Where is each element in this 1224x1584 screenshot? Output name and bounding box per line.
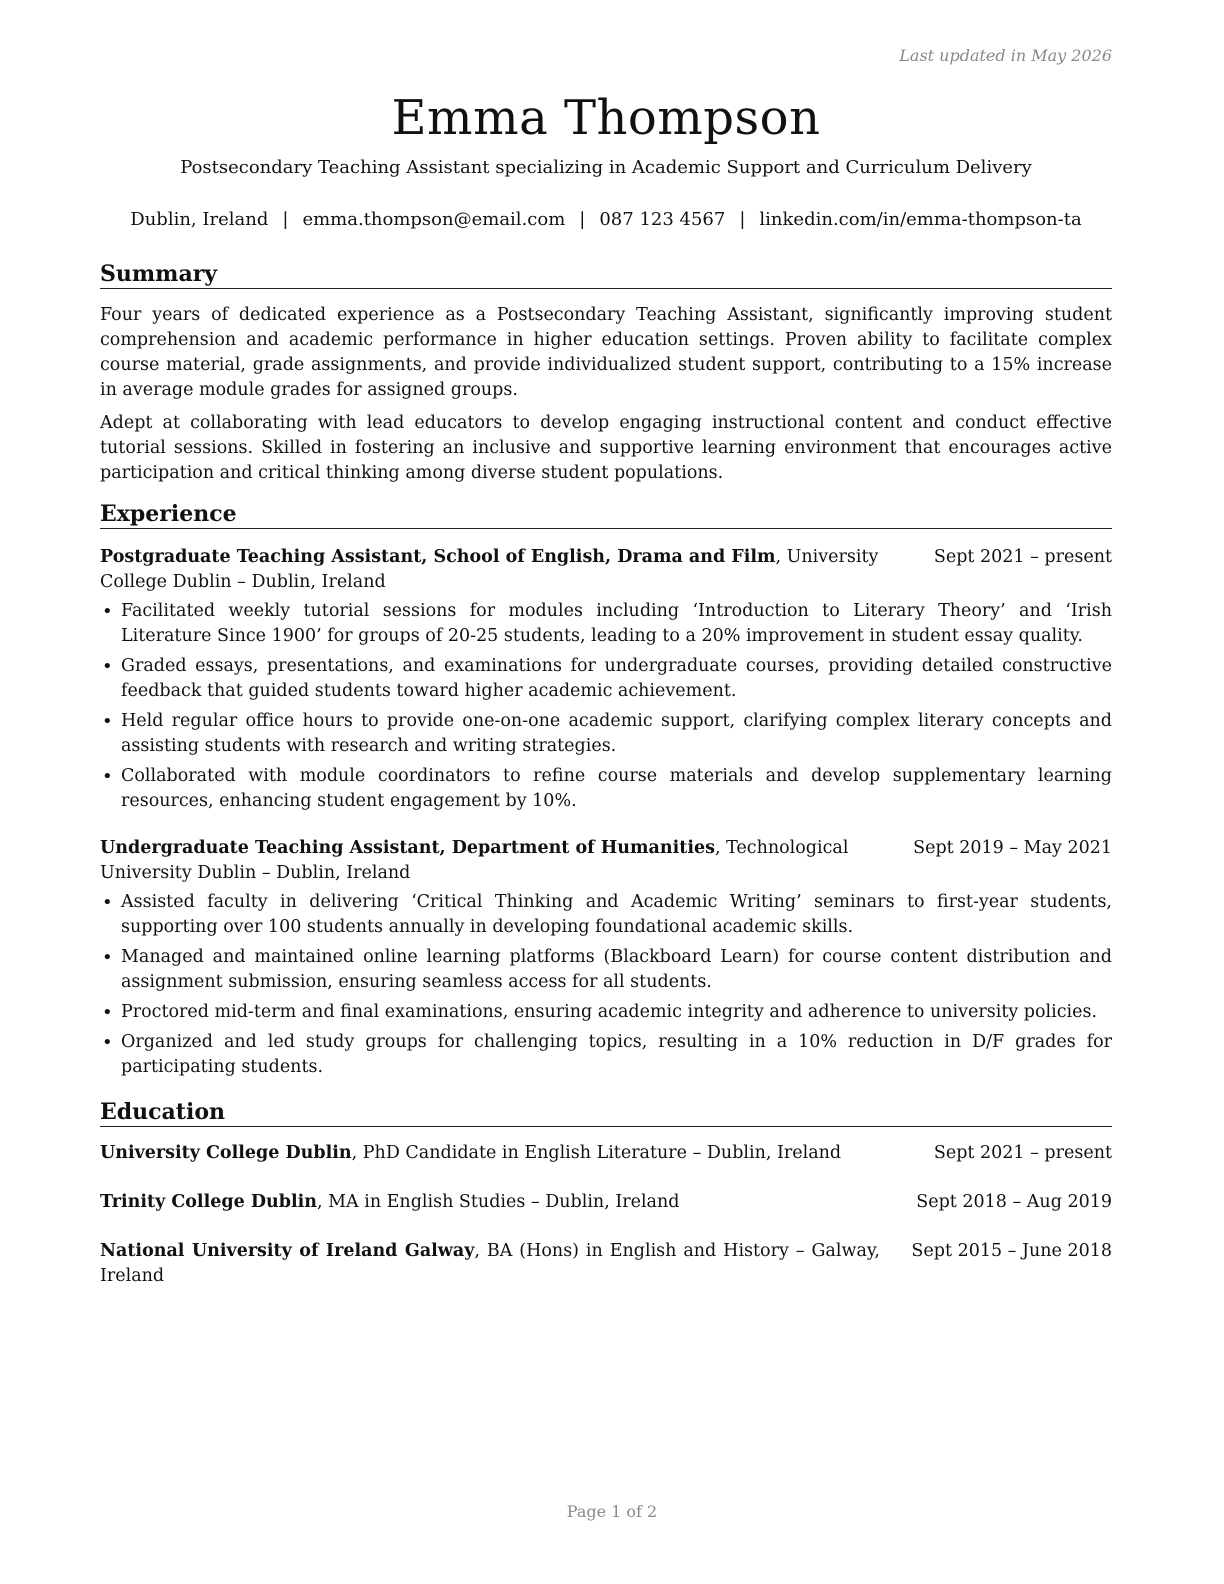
page-number: Page 1 of 2: [566, 1502, 658, 1521]
degree-detail: , BA (Hons) in English and History – Galway, Ireland: [100, 1241, 880, 1286]
job-bullet: • Proctored mid-term and final examinations, ensuring academic integrity and adherence to university policies.: [100, 1000, 1112, 1025]
education-dates: Sept 2015 – June 2018: [911, 1241, 1112, 1261]
job-dates: Sept 2019 – May 2021: [913, 838, 1112, 858]
education-heading: Education: [100, 1098, 1112, 1127]
experience-entry-title: [100, 836, 880, 886]
education-entry-title: [100, 1239, 880, 1289]
summary-section: [100, 260, 1112, 486]
contact-phone: 087 123 4567: [599, 209, 726, 230]
education-entry-title: [100, 1190, 880, 1215]
education-entry: [100, 1141, 1112, 1166]
experience-entry-header: [100, 545, 1112, 595]
job-bullet: • Collaborated with module coordinators to refine course materials and develop supplementary learning resources, enhancing student engagement by 10%.: [100, 764, 1112, 814]
job-bullet: • Assisted faculty in delivering ‘Critical Thinking and Academic Writing’ seminars to first-year students, supporting over 100 students annually in developing foundational academic skills.: [100, 890, 1112, 940]
experience-entry: [100, 545, 1112, 814]
degree-detail: , MA in English Studies – Dublin, Ireland: [316, 1192, 680, 1212]
contact-separator: |: [579, 209, 586, 230]
education-entry-title: [100, 1141, 880, 1166]
job-bullet: • Facilitated weekly tutorial sessions for modules including ‘Introduction to Literary Theory’ and ‘Irish Literature Since 1900’ for groups of 20-25 students, leading to a 20% improvement in student essay quality.: [100, 599, 1112, 649]
job-organization: , University College Dublin – Dublin, Ireland: [100, 547, 879, 592]
contact-line: [100, 208, 1112, 232]
education-entry: [100, 1190, 1112, 1215]
school-name: Trinity College Dublin: [100, 1192, 317, 1212]
tagline: Postsecondary Teaching Assistant specializing in Academic Support and Curriculum Delivery: [180, 157, 1032, 178]
job-role: Postgraduate Teaching Assistant, School of English, Drama and Film: [100, 547, 776, 567]
experience-section: [100, 500, 1112, 1080]
experience-entry: [100, 836, 1112, 1080]
job-bullet: • Managed and maintained online learning platforms (Blackboard Learn) for course content distribution and assignment submission, ensuring seamless access for all students.: [100, 945, 1112, 995]
contact-location: Dublin, Ireland: [130, 209, 269, 230]
contact-separator: |: [282, 209, 289, 230]
experience-entry-header: [100, 836, 1112, 886]
school-name: National University of Ireland Galway: [100, 1241, 475, 1261]
job-bullets: [100, 599, 1112, 814]
education-entry: [100, 1239, 1112, 1289]
contact-email[interactable]: emma.thompson@email.com: [302, 209, 566, 230]
contact-linkedin[interactable]: linkedin.com/in/emma-thompson-ta: [759, 209, 1082, 230]
job-dates: Sept 2021 – present: [933, 547, 1112, 567]
education-dates: Sept 2021 – present: [933, 1143, 1112, 1163]
experience-heading: Experience: [100, 500, 1112, 529]
degree-detail: , PhD Candidate in English Literature – Dublin, Ireland: [351, 1143, 842, 1163]
contact-separator: |: [739, 209, 746, 230]
summary-paragraph: Four years of dedicated experience as a Postsecondary Teaching Assistant, significantly improving student comprehension and academic performance in higher education settings. Proven ability to facilitate complex course material, grade assignments, and provide individualized student support, contributing to a 15% increase in average module grades for assigned groups.: [100, 305, 1112, 400]
job-bullet: • Organized and led study groups for challenging topics, resulting in a 10% reduction in D/F grades for participating students.: [100, 1030, 1112, 1080]
summary-paragraph: Adept at collaborating with lead educators to develop engaging instructional content and conduct effective tutorial sessions. Skilled in fostering an inclusive and supportive learning environment that encourages active participation and critical thinking among diverse student populations.: [100, 413, 1112, 483]
job-role: Undergraduate Teaching Assistant, Department of Humanities: [100, 838, 715, 858]
education-section: [100, 1098, 1112, 1289]
experience-entry-title: [100, 545, 880, 595]
school-name: University College Dublin: [100, 1143, 352, 1163]
job-organization: , Technological University Dublin – Dublin, Ireland: [100, 838, 849, 883]
job-bullets: [100, 890, 1112, 1080]
last-updated-note: Last updated in May 2026: [899, 46, 1112, 65]
education-dates: Sept 2018 – Aug 2019: [916, 1192, 1112, 1212]
candidate-name: Emma Thompson: [391, 90, 821, 146]
summary-heading: Summary: [100, 260, 1112, 289]
job-bullet: • Held regular office hours to provide one-on-one academic support, clarifying complex literary concepts and assisting students with research and writing strategies.: [100, 709, 1112, 759]
job-bullet: • Graded essays, presentations, and examinations for undergraduate courses, providing detailed constructive feedback that guided students toward higher academic achievement.: [100, 654, 1112, 704]
